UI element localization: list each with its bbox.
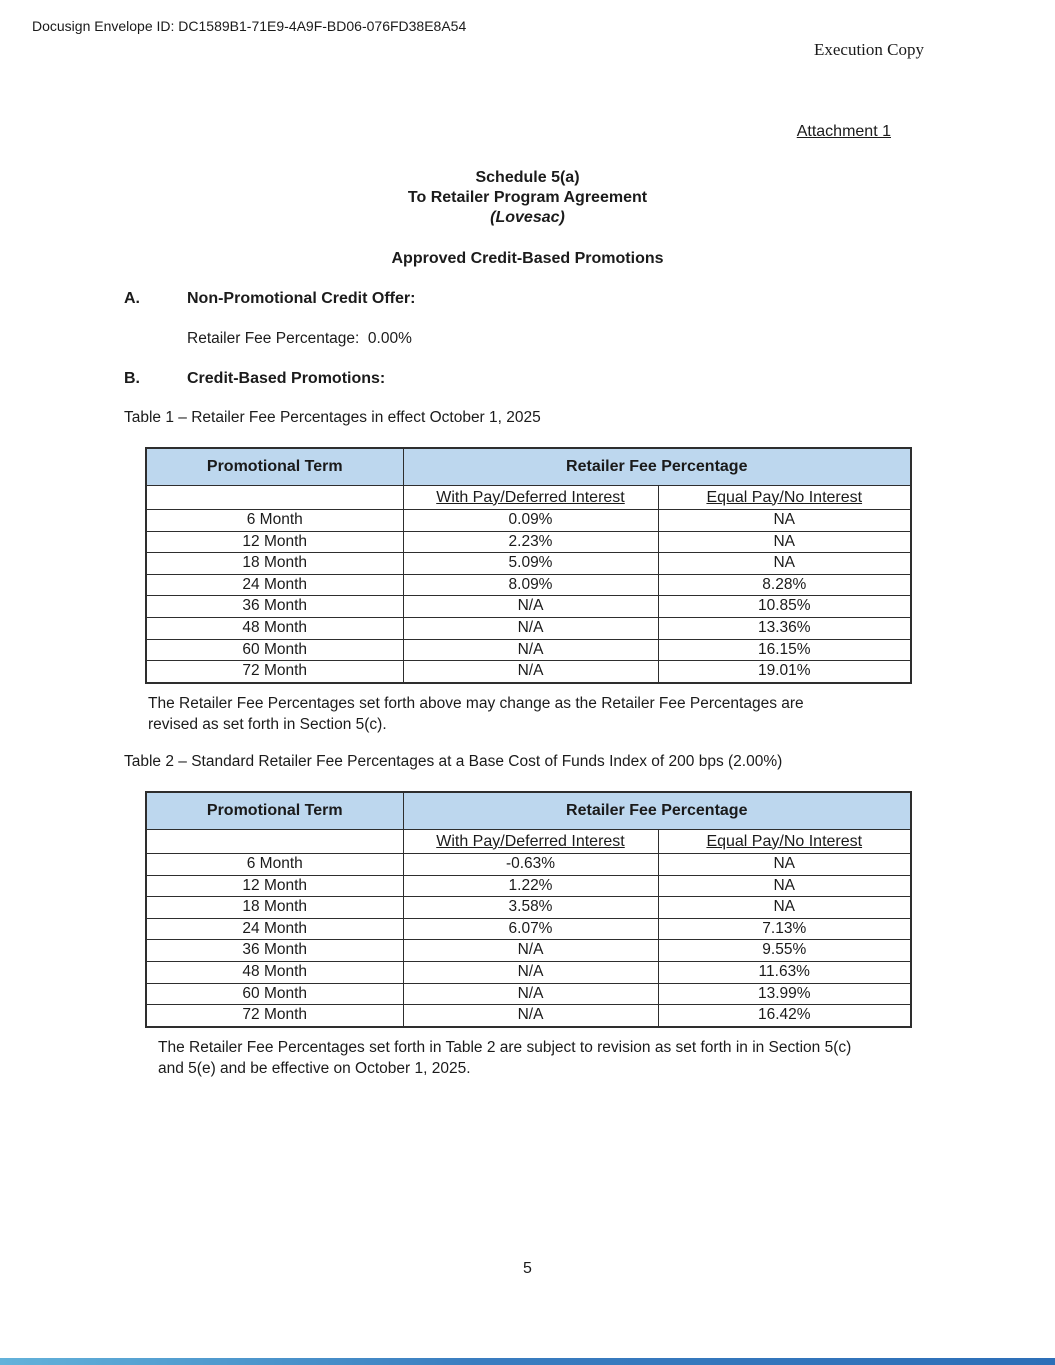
table-cell: 8.09%	[403, 574, 658, 596]
table-cell: 1.22%	[403, 875, 658, 897]
note2-line1: The Retailer Fee Percentages set forth in Table 2 are subject to revision as set forth in in Section 5(c)	[158, 1039, 852, 1056]
table1-subheader-row	[146, 486, 911, 510]
table-cell: 10.85%	[658, 596, 911, 618]
table1-body	[146, 510, 911, 683]
table-cell: 16.15%	[658, 639, 911, 661]
table-row	[146, 918, 911, 940]
table-row	[146, 531, 911, 553]
note1-line1: The Retailer Fee Percentages set forth above may change as the Retailer Fee Percentages are	[148, 695, 804, 712]
section-a-label: A.	[124, 290, 140, 307]
note2-line2: and 5(e) and be effective on October 1, 2025.	[158, 1059, 471, 1077]
table-cell: 36 Month	[146, 596, 403, 618]
table1-group-header: Retailer Fee Percentage	[403, 448, 911, 486]
section-b-label: B.	[124, 370, 140, 387]
table1-caption: Table 1 – Retailer Fee Percentages in effect October 1, 2025	[124, 409, 541, 426]
table2-subheader-2-text: Equal Pay/No Interest	[706, 832, 863, 850]
table-row	[146, 961, 911, 983]
table-cell: 3.58%	[403, 897, 658, 919]
table-cell: 5.09%	[403, 553, 658, 575]
table-cell: 48 Month	[146, 961, 403, 983]
note-after-table2	[158, 1038, 851, 1079]
table2-subheader-1-text: With Pay/Deferred Interest	[436, 832, 625, 850]
table-cell: 2.23%	[403, 531, 658, 553]
table-cell: NA	[658, 510, 911, 532]
table-cell: 60 Month	[146, 639, 403, 661]
table-row	[146, 596, 911, 618]
table-row	[146, 553, 911, 575]
table-cell: 36 Month	[146, 940, 403, 962]
table-cell: NA	[658, 553, 911, 575]
table-cell: N/A	[403, 940, 658, 962]
table-cell: 9.55%	[658, 940, 911, 962]
schedule-title: Schedule 5(a)	[475, 169, 580, 186]
table-row	[146, 854, 911, 876]
table-cell: NA	[658, 897, 911, 919]
table-cell: NA	[658, 531, 911, 553]
page-number: 5	[523, 1260, 532, 1277]
table-row	[146, 940, 911, 962]
table-cell: 72 Month	[146, 661, 403, 683]
section-a-heading-text: Non-Promotional Credit Offer:	[187, 290, 416, 307]
table-cell: 7.13%	[658, 918, 911, 940]
table-cell: 6 Month	[146, 854, 403, 876]
table1	[145, 447, 912, 684]
attachment-label: Attachment 1	[796, 123, 891, 140]
table1-header-row	[146, 448, 911, 486]
table2-empty-cell	[146, 830, 403, 854]
party-name: (Lovesac)	[490, 209, 565, 226]
table-cell: 16.42%	[658, 1005, 911, 1027]
table-cell: 24 Month	[146, 918, 403, 940]
table-row	[146, 983, 911, 1005]
table-row	[146, 661, 911, 683]
table2-subheader-row	[146, 830, 911, 854]
table-cell: N/A	[403, 639, 658, 661]
table-row	[146, 875, 911, 897]
table1-empty-cell	[146, 486, 403, 510]
table-cell: 72 Month	[146, 1005, 403, 1027]
section-a-body: Retailer Fee Percentage: 0.00%	[187, 330, 412, 347]
table2-subheader-2	[658, 830, 911, 854]
table-cell: NA	[658, 854, 911, 876]
table-cell: 48 Month	[146, 617, 403, 639]
execution-copy-label: Execution Copy	[813, 40, 924, 59]
table2-subheader-1	[403, 830, 658, 854]
table-cell: 6 Month	[146, 510, 403, 532]
section-b-heading-text: Credit-Based Promotions:	[187, 370, 386, 387]
table2-group-header: Retailer Fee Percentage	[403, 792, 911, 830]
table-cell: 18 Month	[146, 897, 403, 919]
table2-caption: Table 2 – Standard Retailer Fee Percentages at a Base Cost of Funds Index of 200 bps (2.00%)	[124, 753, 783, 770]
table1-subheader-2-text: Equal Pay/No Interest	[706, 488, 863, 506]
table2-body	[146, 854, 911, 1027]
table-cell: N/A	[403, 596, 658, 618]
title-block	[0, 168, 1055, 228]
table-cell: 13.99%	[658, 983, 911, 1005]
table-cell: NA	[658, 875, 911, 897]
table-cell: -0.63%	[403, 854, 658, 876]
docusign-envelope-id: Docusign Envelope ID: DC1589B1-71E9-4A9F-BD06-076FD38E8A54	[32, 18, 467, 34]
table-row	[146, 617, 911, 639]
table-cell: 13.36%	[658, 617, 911, 639]
table-cell: N/A	[403, 661, 658, 683]
table-row	[146, 574, 911, 596]
table1-col-header: Promotional Term	[146, 448, 403, 486]
table-cell: N/A	[403, 983, 658, 1005]
document-subtitle: Approved Credit-Based Promotions	[391, 250, 664, 267]
note-after-table1	[148, 694, 804, 735]
table-cell: 12 Month	[146, 531, 403, 553]
table-cell: 60 Month	[146, 983, 403, 1005]
agreement-title: To Retailer Program Agreement	[407, 189, 648, 206]
table-cell: N/A	[403, 961, 658, 983]
table-cell: 6.07%	[403, 918, 658, 940]
table2-header-row	[146, 792, 911, 830]
footer-accent-bar	[0, 1358, 1055, 1365]
note1-line2: revised as set forth in Section 5(c).	[148, 715, 387, 733]
section-a-heading	[124, 290, 415, 308]
table-cell: 24 Month	[146, 574, 403, 596]
table-cell: 12 Month	[146, 875, 403, 897]
table2-col-header: Promotional Term	[146, 792, 403, 830]
table-cell: 18 Month	[146, 553, 403, 575]
table-cell: 0.09%	[403, 510, 658, 532]
table-cell: N/A	[403, 1005, 658, 1027]
table-row	[146, 897, 911, 919]
table1-subheader-1-text: With Pay/Deferred Interest	[436, 488, 625, 506]
table-cell: N/A	[403, 617, 658, 639]
table2	[145, 791, 912, 1028]
section-b-heading	[124, 370, 385, 388]
table-row	[146, 1005, 911, 1027]
table-cell: 11.63%	[658, 961, 911, 983]
table1-subheader-2	[658, 486, 911, 510]
table-cell: 19.01%	[658, 661, 911, 683]
table-row	[146, 639, 911, 661]
table-row	[146, 510, 911, 532]
table-cell: 8.28%	[658, 574, 911, 596]
table1-subheader-1	[403, 486, 658, 510]
